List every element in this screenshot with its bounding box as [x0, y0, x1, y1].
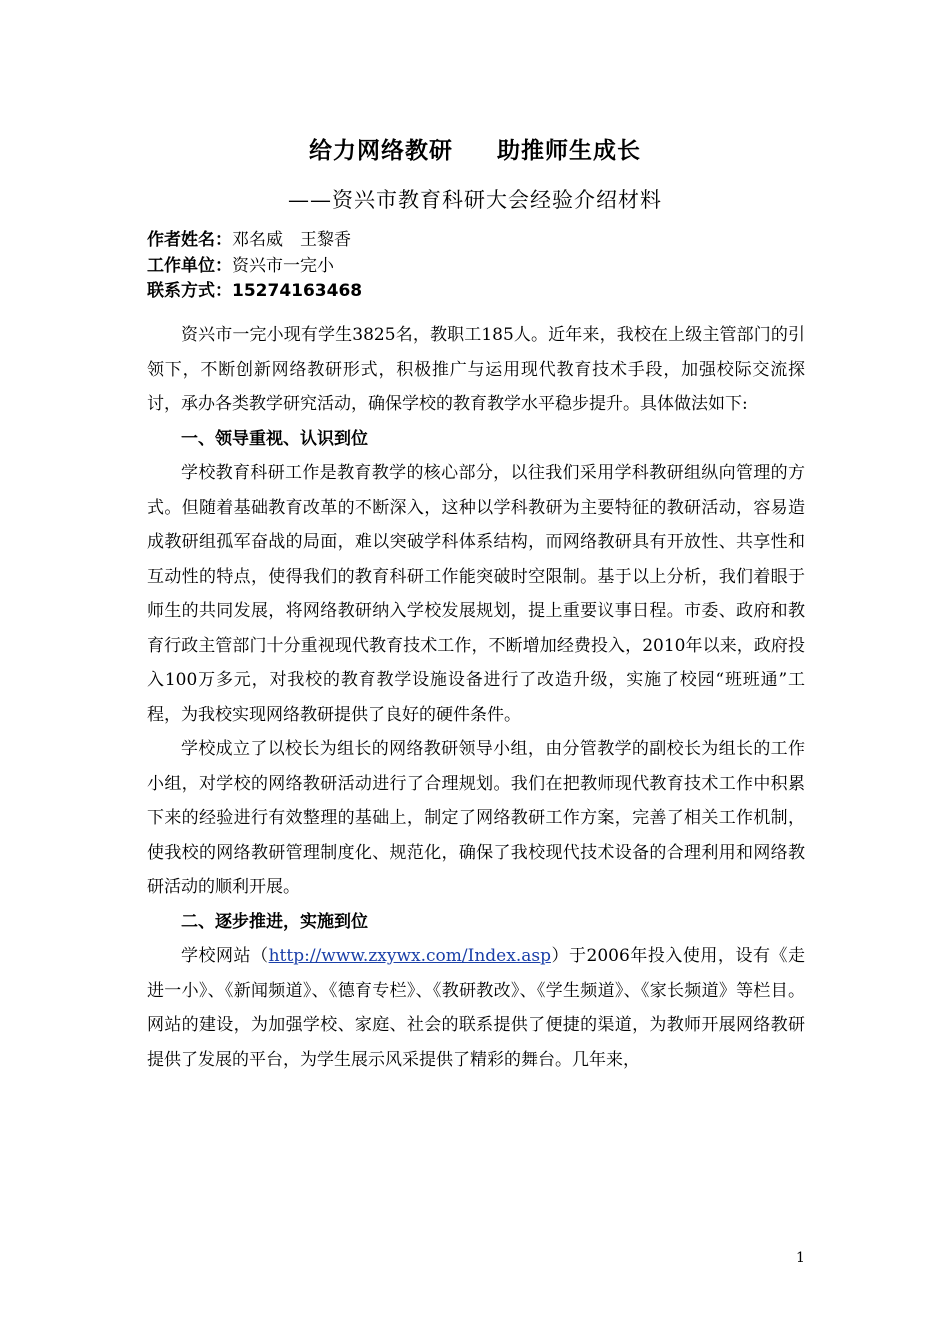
- contact-value: 15274163468: [232, 281, 363, 301]
- contact-label: 联系方式：: [147, 281, 232, 301]
- author-label: 作者姓名：: [147, 230, 232, 250]
- unit-value: 资兴市一完小: [232, 256, 334, 276]
- author-value: 邓名威 王黎香: [232, 230, 351, 250]
- author-line: [147, 225, 351, 250]
- section-2-text-after-link: ）于2006年投入使用，设有《走进一小》、《新闻频道》、《德育专栏》、《教研教改》、《学生频道》、《家长频道》等栏目。网站的建设，为加强学校、家庭、社会的联系提供了便捷的渠道，为教师开展网络教研提供了发展的平台，为学生展示风采提供了精彩的舞台。几年来，: [147, 946, 806, 1070]
- document-body: [147, 318, 805, 1077]
- unit-label: 工作单位：: [147, 256, 232, 276]
- page-number: 1: [796, 1250, 805, 1266]
- section-2-heading: 二、逐步推进，实施到位: [181, 911, 368, 932]
- section-2-paragraph-1: [147, 939, 805, 1077]
- intro-paragraph: 资兴市一完小现有学生3825名，教职工185人。近年来，我校在上级主管部门的引领下，不断创新网络教研形式，积极推广与运用现代教育技术手段，加强校际交流探讨，承办各类教学研究活动，确保学校的教育教学水平稳步提升。具体做法如下:: [147, 325, 805, 414]
- title-part-1: 给力网络教研: [309, 138, 453, 164]
- document-title: [0, 132, 950, 165]
- section-1-paragraph-1: 学校教育科研工作是教育教学的核心部分，以往我们采用学科教研组纵向管理的方式。但随着基础教育改革的不断深入，这种以学科教研为主要特征的教研活动，容易造成教研组孤军奋战的局面，难以突破学科体系结构，而网络教研具有开放性、共享性和互动性的特点，使得我们的教育科研工作能突破时空限制。基于以上分析，我们着眼于师生的共同发展，将网络教研纳入学校发展规划，提上重要议事日程。市委、政府和教育行政主管部门十分重视现代教育技术工作，不断增加经费投入，2010年以来，政府投入100万多元，对我校的教育教学设施设备进行了改造升级，实施了校园“班班通”工程，为我校实现网络教研提供了良好的硬件条件。: [147, 463, 805, 725]
- school-website-link[interactable]: http://www.zxywx.com/Index.asp: [268, 946, 551, 966]
- unit-line: [147, 251, 334, 276]
- title-part-2: 助推师生成长: [497, 138, 641, 164]
- document-subtitle: ——资兴市教育科研大会经验介绍材料: [288, 188, 662, 212]
- section-2-text-before-link: 学校网站（: [181, 946, 269, 966]
- section-1-heading: 一、领导重视、认识到位: [181, 428, 368, 449]
- contact-line: [147, 276, 362, 301]
- section-1-paragraph-2: 学校成立了以校长为组长的网络教研领导小组，由分管教学的副校长为组长的工作小组，对学校的网络教研活动进行了合理规划。我们在把教师现代教育技术工作中积累下来的经验进行有效整理的基础上，制定了网络教研工作方案，完善了相关工作机制，使我校的网络教研管理制度化、规范化，确保了我校现代技术设备的合理利用和网络教研活动的顺利开展。: [147, 739, 805, 897]
